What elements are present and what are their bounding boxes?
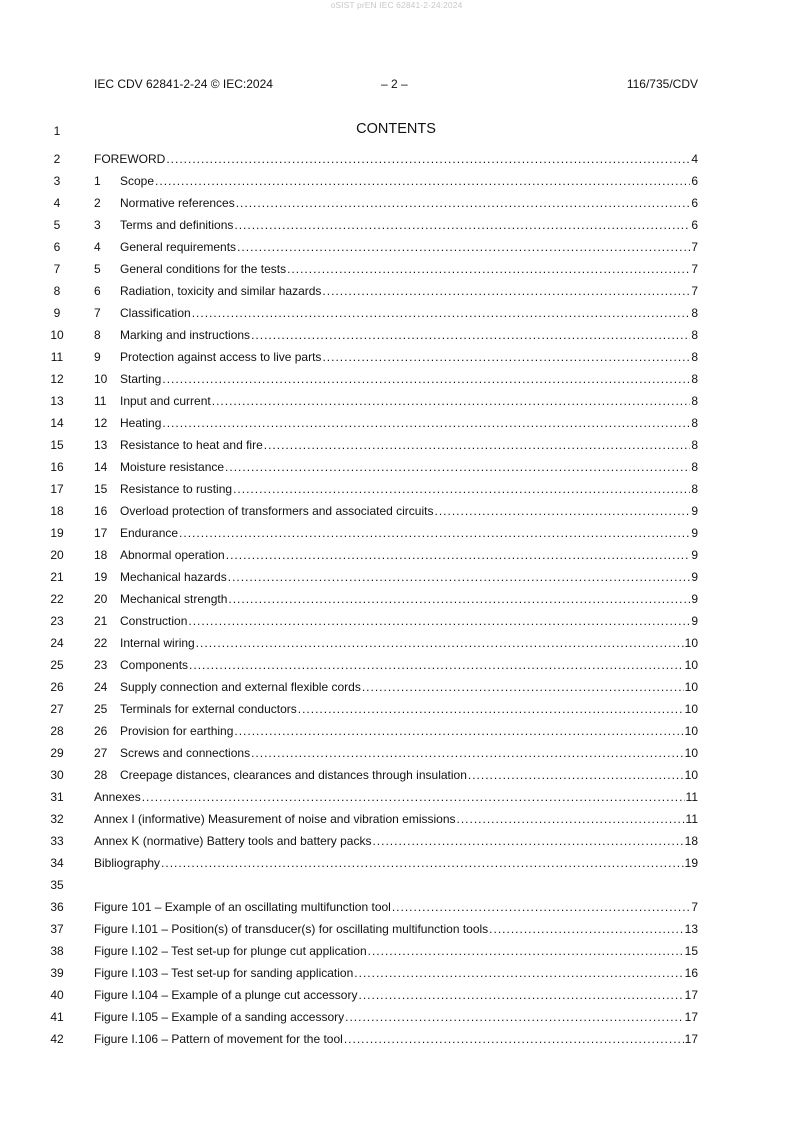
entry-title: General requirements	[120, 240, 237, 254]
toc-row	[0, 568, 793, 590]
page-number: 9	[691, 504, 698, 518]
dot-leader	[162, 370, 690, 388]
page-number: 17	[684, 1032, 698, 1046]
toc-entry[interactable]	[94, 788, 698, 806]
dot-leader	[179, 524, 690, 542]
toc-row	[0, 964, 793, 986]
page-number: 8	[691, 482, 698, 496]
dot-leader	[251, 744, 684, 762]
page-number: 9	[691, 614, 698, 628]
page-number: 16	[684, 966, 698, 980]
entry-title: Annex I (informative) Measurement of noise and vibration emissions	[94, 812, 456, 826]
toc-row	[0, 326, 793, 348]
line-number: 3	[53, 174, 61, 188]
dot-leader	[354, 964, 683, 982]
line-number: 4	[53, 196, 61, 210]
line-number: 34	[50, 856, 64, 870]
toc-row	[0, 766, 793, 788]
line-number: 40	[50, 988, 64, 1002]
line-number: 27	[50, 702, 64, 716]
page-number: 17	[684, 988, 698, 1002]
line-number: 5	[53, 218, 61, 232]
line-number: 10	[50, 328, 64, 342]
toc-row	[0, 458, 793, 480]
entry-title: Terminals for external conductors	[120, 702, 297, 716]
page-number: 9	[691, 548, 698, 562]
toc-row	[0, 810, 793, 832]
clause-number: 1	[94, 174, 101, 188]
dot-leader	[344, 1030, 684, 1048]
toc-row	[0, 524, 793, 546]
header-page-number: – 2 –	[381, 77, 408, 91]
dot-leader	[287, 260, 690, 278]
line-number: 14	[50, 416, 64, 430]
header-reference: 116/735/CDV	[626, 77, 698, 91]
toc-entry[interactable]	[94, 502, 698, 520]
dot-leader	[457, 810, 685, 828]
line-number: 11	[50, 350, 64, 364]
toc-row	[0, 832, 793, 854]
dot-leader	[237, 238, 690, 256]
clause-number: 2	[94, 196, 101, 210]
toc-entry[interactable]	[94, 150, 698, 168]
dot-leader	[142, 788, 685, 806]
line-number: 38	[50, 944, 64, 958]
line-number: 17	[50, 482, 64, 496]
page-number: 7	[691, 284, 698, 298]
toc-entry[interactable]	[94, 854, 698, 872]
page-number: 8	[691, 350, 698, 364]
entry-title: Scope	[120, 174, 155, 188]
toc-entry[interactable]	[94, 1008, 698, 1026]
clause-number: 14	[94, 460, 108, 474]
toc-row	[0, 942, 793, 964]
line-number: 15	[50, 438, 64, 452]
page-number: 10	[684, 746, 698, 760]
page-number: 8	[691, 328, 698, 342]
dot-leader	[489, 920, 683, 938]
clause-number: 4	[94, 240, 101, 254]
entry-title: Abnormal operation	[120, 548, 225, 562]
table-of-contents	[0, 150, 793, 1052]
toc-row	[0, 1030, 793, 1052]
header-document-id: IEC CDV 62841-2-24 © IEC:2024	[94, 77, 273, 91]
dot-leader	[228, 590, 690, 608]
entry-title: Figure I.101 – Position(s) of transducer(s) for oscillating multifunction tools	[94, 922, 489, 936]
dot-leader	[251, 326, 690, 344]
dot-leader	[161, 854, 684, 872]
line-number: 21	[50, 570, 64, 584]
toc-row	[0, 612, 793, 634]
dot-leader	[212, 392, 691, 410]
clause-number: 23	[94, 658, 108, 672]
line-number: 39	[50, 966, 64, 980]
entry-title: Figure 101 – Example of an oscillating multifunction tool	[94, 900, 391, 914]
toc-row	[0, 1008, 793, 1030]
line-number: 8	[53, 284, 61, 298]
page-title: CONTENTS	[356, 121, 436, 137]
line-number: 18	[50, 504, 64, 518]
entry-title: Supply connection and external flexible cords	[120, 680, 361, 694]
entry-title: Resistance to heat and fire	[120, 438, 263, 452]
clause-number: 9	[94, 350, 101, 364]
clause-number: 27	[94, 746, 108, 760]
entry-title: Creepage distances, clearances and distances through insulation	[120, 768, 467, 782]
clause-number: 11	[94, 394, 107, 408]
title-row	[0, 121, 793, 139]
toc-entry[interactable]	[94, 282, 698, 300]
toc-row	[0, 370, 793, 392]
page-number: 9	[691, 526, 698, 540]
toc-entry[interactable]	[94, 326, 698, 344]
dot-leader	[322, 282, 690, 300]
page-number: 6	[691, 218, 698, 232]
entry-title: Bibliography	[94, 856, 161, 870]
toc-entry[interactable]	[94, 348, 698, 366]
dot-leader	[236, 194, 691, 212]
line-number: 7	[53, 262, 61, 276]
clause-number: 19	[94, 570, 108, 584]
dot-leader	[368, 942, 684, 960]
toc-row	[0, 436, 793, 458]
entry-title: Figure I.106 – Pattern of movement for the tool	[94, 1032, 343, 1046]
entry-title: Moisture resistance	[120, 460, 225, 474]
dot-leader	[189, 656, 684, 674]
toc-row	[0, 414, 793, 436]
clause-number: 21	[94, 614, 108, 628]
toc-entry[interactable]	[94, 194, 698, 212]
entry-title: Provision for earthing	[120, 724, 234, 738]
toc-row	[0, 216, 793, 238]
line-number: 41	[50, 1010, 64, 1024]
line-number: 9	[53, 306, 61, 320]
toc-row	[0, 238, 793, 260]
dot-leader	[234, 722, 683, 740]
entry-title: Resistance to rusting	[120, 482, 233, 496]
toc-row	[0, 898, 793, 920]
toc-row	[0, 986, 793, 1008]
entry-title: Heating	[120, 416, 162, 430]
page-number: 4	[691, 152, 698, 166]
line-number: 13	[50, 394, 64, 408]
toc-entry[interactable]	[94, 546, 698, 564]
toc-entry[interactable]	[94, 744, 698, 762]
toc-entry[interactable]	[94, 832, 698, 850]
toc-entry[interactable]	[94, 942, 698, 960]
line-number: 36	[50, 900, 64, 914]
toc-row	[0, 172, 793, 194]
line-number: 35	[50, 878, 64, 892]
clause-number: 25	[94, 702, 108, 716]
toc-row	[0, 348, 793, 370]
page-number: 10	[684, 702, 698, 716]
line-number: 31	[50, 790, 64, 804]
toc-row	[0, 656, 793, 678]
toc-entry[interactable]	[94, 678, 698, 696]
dot-leader	[188, 612, 690, 630]
toc-entry[interactable]	[94, 458, 698, 476]
clause-number: 17	[94, 526, 108, 540]
dot-leader	[468, 766, 684, 784]
toc-entry[interactable]	[94, 392, 698, 410]
dot-leader	[362, 678, 684, 696]
toc-entry[interactable]	[94, 810, 698, 828]
dot-leader	[358, 986, 683, 1004]
dot-leader	[322, 348, 690, 366]
line-number: 19	[50, 526, 64, 540]
clause-number: 28	[94, 768, 108, 782]
toc-row	[0, 392, 793, 414]
entry-title: Normative references	[120, 196, 235, 210]
page-number: 11	[685, 790, 698, 804]
line-number: 23	[50, 614, 64, 628]
toc-entry[interactable]	[94, 216, 698, 234]
dot-leader	[226, 546, 691, 564]
page-header	[94, 77, 698, 93]
clause-number: 10	[94, 372, 108, 386]
clause-number: 7	[94, 306, 101, 320]
toc-row	[0, 700, 793, 722]
page-number: 8	[691, 306, 698, 320]
toc-entry[interactable]	[94, 656, 698, 674]
line-number: 37	[50, 922, 64, 936]
entry-title: Annexes	[94, 790, 141, 804]
line-number: 22	[50, 592, 64, 606]
entry-title: Terms and definitions	[120, 218, 234, 232]
page-number: 10	[684, 724, 698, 738]
clause-number: 15	[94, 482, 108, 496]
entry-title: General conditions for the tests	[120, 262, 287, 276]
page-number: 9	[691, 570, 698, 584]
toc-row	[0, 150, 793, 172]
toc-row	[0, 304, 793, 326]
toc-entry[interactable]	[94, 722, 698, 740]
line-number: 12	[50, 372, 64, 386]
toc-entry[interactable]	[94, 414, 698, 432]
dot-leader	[233, 480, 690, 498]
clause-number: 6	[94, 284, 101, 298]
dot-leader	[225, 458, 690, 476]
page-number: 18	[684, 834, 698, 848]
page-number: 17	[684, 1010, 698, 1024]
toc-entry[interactable]	[94, 898, 698, 916]
clause-number: 26	[94, 724, 108, 738]
toc-entry[interactable]	[94, 304, 698, 322]
toc-row	[0, 744, 793, 766]
line-number: 6	[53, 240, 61, 254]
toc-entry[interactable]	[94, 700, 698, 718]
page-number: 8	[691, 372, 698, 386]
entry-title: Overload protection of transformers and associated circuits	[120, 504, 434, 518]
toc-entry[interactable]	[94, 612, 698, 630]
dot-leader	[234, 216, 690, 234]
dot-leader	[162, 414, 690, 432]
page-number: 8	[691, 394, 698, 408]
dot-leader	[192, 304, 691, 322]
entry-title: FOREWORD	[94, 152, 166, 166]
entry-title: Figure I.103 – Test set-up for sanding application	[94, 966, 354, 980]
toc-entry[interactable]	[94, 172, 698, 190]
page-number: 7	[691, 262, 698, 276]
toc-entry[interactable]	[94, 260, 698, 278]
clause-number: 12	[94, 416, 108, 430]
line-number: 26	[50, 680, 64, 694]
toc-row	[0, 194, 793, 216]
line-number: 42	[50, 1032, 64, 1046]
line-number: 1	[53, 124, 61, 138]
clause-number: 24	[94, 680, 108, 694]
entry-title: Mechanical strength	[120, 592, 228, 606]
dot-leader	[155, 172, 690, 190]
page-number: 8	[691, 460, 698, 474]
entry-title: Figure I.105 – Example of a sanding accessory	[94, 1010, 345, 1024]
toc-row	[0, 546, 793, 568]
entry-title: Construction	[120, 614, 188, 628]
clause-number: 16	[94, 504, 108, 518]
line-number: 29	[50, 746, 64, 760]
toc-entry[interactable]	[94, 986, 698, 1004]
line-number: 20	[50, 548, 64, 562]
page-number: 11	[685, 812, 698, 826]
toc-row	[0, 634, 793, 656]
page-number: 7	[691, 240, 698, 254]
page-number: 7	[691, 900, 698, 914]
page-number: 6	[691, 196, 698, 210]
dot-leader	[166, 150, 690, 168]
entry-title: Protection against access to live parts	[120, 350, 322, 364]
toc-row	[0, 722, 793, 744]
toc-row	[0, 876, 793, 898]
entry-title: Screws and connections	[120, 746, 251, 760]
toc-entry[interactable]	[94, 766, 698, 784]
page-number: 19	[684, 856, 698, 870]
entry-title: Figure I.102 – Test set-up for plunge cut application	[94, 944, 367, 958]
toc-entry[interactable]	[94, 436, 698, 454]
clause-number: 5	[94, 262, 101, 276]
dot-leader	[196, 634, 684, 652]
toc-row	[0, 260, 793, 282]
toc-entry[interactable]	[94, 590, 698, 608]
line-number: 30	[50, 768, 64, 782]
toc-entry[interactable]	[94, 524, 698, 542]
page-number: 8	[691, 438, 698, 452]
entry-title: Components	[120, 658, 189, 672]
page-number: 15	[684, 944, 698, 958]
clause-number: 8	[94, 328, 101, 342]
dot-leader	[372, 832, 683, 850]
entry-title: Input and current	[120, 394, 211, 408]
toc-row	[0, 480, 793, 502]
dot-leader	[228, 568, 691, 586]
page-number: 10	[684, 636, 698, 650]
entry-title: Annex K (normative) Battery tools and battery packs	[94, 834, 372, 848]
toc-entry[interactable]	[94, 370, 698, 388]
clause-number: 20	[94, 592, 108, 606]
line-number: 16	[50, 460, 64, 474]
dot-leader	[434, 502, 690, 520]
line-number: 33	[50, 834, 64, 848]
entry-title: Classification	[120, 306, 191, 320]
page-number: 10	[684, 680, 698, 694]
toc-entry[interactable]	[94, 568, 698, 586]
toc-row	[0, 788, 793, 810]
entry-title: Internal wiring	[120, 636, 195, 650]
toc-entry[interactable]	[94, 480, 698, 498]
toc-entry[interactable]	[94, 634, 698, 652]
toc-entry[interactable]	[94, 238, 698, 256]
page-number: 13	[684, 922, 698, 936]
page-number: 8	[691, 416, 698, 430]
toc-entry[interactable]	[94, 1030, 698, 1048]
toc-row	[0, 590, 793, 612]
watermark: oSIST prEN IEC 62841-2-24:2024	[330, 0, 463, 10]
line-number: 25	[50, 658, 64, 672]
clause-number: 3	[94, 218, 101, 232]
entry-title: Starting	[120, 372, 162, 386]
dot-leader	[264, 436, 691, 454]
page-number: 6	[691, 174, 698, 188]
page-number: 10	[684, 768, 698, 782]
line-number: 28	[50, 724, 64, 738]
dot-leader	[345, 1008, 684, 1026]
line-number: 32	[50, 812, 64, 826]
toc-row	[0, 854, 793, 876]
entry-title: Mechanical hazards	[120, 570, 227, 584]
toc-row	[0, 282, 793, 304]
clause-number: 22	[94, 636, 108, 650]
toc-entry[interactable]	[94, 964, 698, 982]
entry-title: Radiation, toxicity and similar hazards	[120, 284, 322, 298]
dot-leader	[392, 898, 690, 916]
toc-row	[0, 920, 793, 942]
toc-entry[interactable]	[94, 920, 698, 938]
toc-row	[0, 678, 793, 700]
entry-title: Marking and instructions	[120, 328, 251, 342]
page-number: 10	[684, 658, 698, 672]
dot-leader	[298, 700, 684, 718]
page-number: 9	[691, 592, 698, 606]
clause-number: 13	[94, 438, 108, 452]
entry-title: Figure I.104 – Example of a plunge cut accessory	[94, 988, 358, 1002]
entry-title: Endurance	[120, 526, 179, 540]
clause-number: 18	[94, 548, 108, 562]
toc-row	[0, 502, 793, 524]
line-number: 24	[50, 636, 64, 650]
line-number: 2	[53, 152, 61, 166]
